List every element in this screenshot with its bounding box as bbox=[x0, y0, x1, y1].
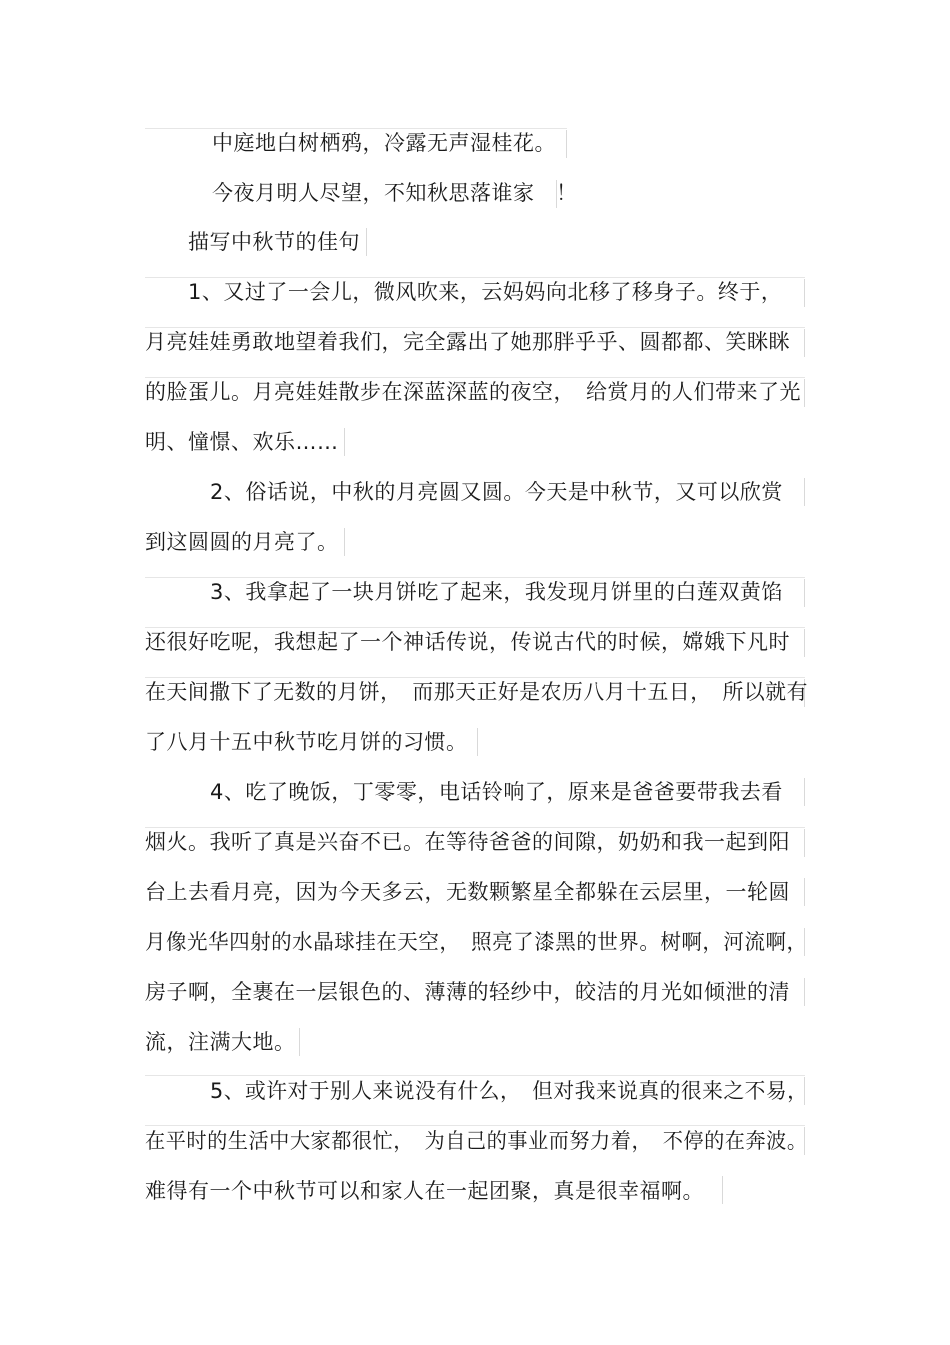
rule-line bbox=[804, 629, 805, 657]
rule-line bbox=[566, 130, 567, 158]
paragraph-line: 3、我拿起了一块月饼吃了起来，我发现月饼里的白莲双黄馅 bbox=[210, 580, 783, 604]
rule-line bbox=[344, 528, 345, 556]
paragraph-line: 明、憧憬、欢乐…… bbox=[145, 430, 339, 454]
rule-line bbox=[366, 228, 367, 256]
paragraph-line: 在天间撒下了无数的月饼， 而那天正好是农历八月十五日， 所以就有 bbox=[145, 680, 808, 704]
rule-line bbox=[299, 1028, 300, 1056]
rule-line bbox=[804, 379, 805, 407]
rule-line bbox=[722, 1176, 723, 1204]
paragraph-line: 月像光华四射的水晶球挂在天空， 照亮了漆黑的世界。树啊，河流啊， bbox=[145, 930, 808, 954]
paragraph-line: 1、又过了一会儿，微风吹来，云妈妈向北移了移身子。终于， bbox=[188, 280, 783, 304]
paragraph-line: 在平时的生活中大家都很忙， 为自己的事业而努力着， 不停的在奔波。 bbox=[145, 1129, 808, 1153]
rule-line bbox=[804, 778, 805, 806]
paragraph-line: 到这圆圆的月亮了。 bbox=[145, 530, 339, 554]
rule-line bbox=[804, 829, 805, 857]
rule-line bbox=[804, 978, 805, 1006]
paragraph-line: 烟火。我听了真是兴奋不已。在等待爸爸的间隙，奶奶和我一起到阳 bbox=[145, 830, 790, 854]
paragraph-line: 流，注满大地。 bbox=[145, 1030, 296, 1054]
poem-line: 今夜月明人尽望，不知秋思落谁家 ！ bbox=[212, 181, 578, 205]
rule-line bbox=[804, 878, 805, 906]
paragraph-line: 5、或许对于别人来说没有什么， 但对我来说真的很来之不易， bbox=[210, 1079, 809, 1103]
paragraph-line: 房子啊，全裹在一层银色的、薄薄的轻纱中，皎洁的月光如倾泄的清 bbox=[145, 980, 790, 1004]
rule-line bbox=[477, 728, 478, 756]
rule-line bbox=[804, 279, 805, 307]
paragraph-line: 了八月十五中秋节吃月饼的习惯。 bbox=[145, 730, 468, 754]
paragraph-line: 还很好吃呢，我想起了一个神话传说，传说古代的时候，嫦娥下凡时 bbox=[145, 630, 790, 654]
paragraph-line: 难得有一个中秋节可以和家人在一起团聚，真是很幸福啊。 bbox=[145, 1179, 704, 1203]
paragraph-line: 4、吃了晚饭，丁零零，电话铃响了，原来是爸爸要带我去看 bbox=[210, 780, 783, 804]
section-heading: 描写中秋节的佳句 bbox=[188, 230, 360, 254]
poem-line: 中庭地白树栖鸦，冷露无声湿桂花。 bbox=[212, 131, 556, 155]
paragraph-line: 台上去看月亮，因为今天多云，无数颗繁星全都躲在云层里，一轮圆 bbox=[145, 880, 790, 904]
paragraph-line: 月亮娃娃勇敢地望着我们，完全露出了她那胖乎乎、圆都都、笑眯眯 bbox=[145, 330, 790, 354]
rule-line bbox=[804, 478, 805, 506]
rule-line bbox=[344, 428, 345, 456]
rule-line bbox=[804, 329, 805, 357]
paragraph-line: 2、俗话说，中秋的月亮圆又圆。今天是中秋节，又可以欣赏 bbox=[210, 480, 783, 504]
paragraph-line: 的脸蛋儿。月亮娃娃散步在深蓝深蓝的夜空， 给赏月的人们带来了光 bbox=[145, 380, 801, 404]
rule-line bbox=[804, 579, 805, 607]
